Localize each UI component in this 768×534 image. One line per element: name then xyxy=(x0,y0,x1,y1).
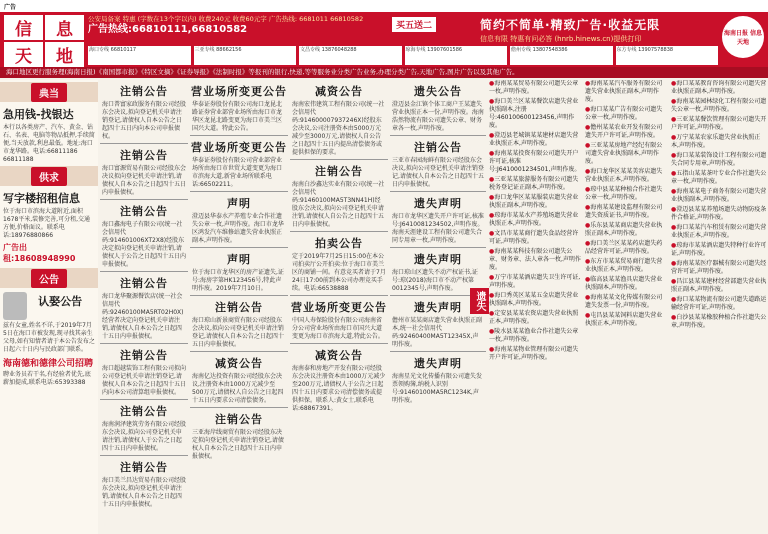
notice xyxy=(100,403,188,453)
notice-body: 海口琼山区遗失不动产权证书,证号:琼(2018)海口市不动产权第0012345号,声明作废。 xyxy=(392,269,478,292)
ad-text: 聘业务员若干名,有经验者优先,底薪加提成,联系电话:65393388 xyxy=(3,371,91,386)
lost-item-text: 海南某某投资有限公司遗失开户许可证,核准号:J6410001234501,声明作废。 xyxy=(489,150,581,173)
lost-item xyxy=(670,170,768,186)
bullet-icon: ● xyxy=(671,134,677,141)
lost-item xyxy=(488,310,582,326)
notice xyxy=(190,299,288,349)
lost-item-text: 澄迈县某某养殖场遗失动物防疫条件合格证,声明作废。 xyxy=(671,206,767,221)
section-head-notice xyxy=(0,268,98,288)
masthead-adline: 公安局备案 特惠 (字数在13个字以内) 收费240元 收费60元字 广告热线: 6681011 66810582 xyxy=(88,15,364,23)
divider xyxy=(390,351,486,352)
lost-item xyxy=(670,242,768,258)
notice xyxy=(390,195,486,245)
bullet-icon: ● xyxy=(585,168,591,175)
lost-item-text: 琼海市某某水产养殖场遗失营业执照正本,声明作废。 xyxy=(489,212,579,227)
lost-item-text: 海南某某贸易有限公司遗失公章一枚,声明作废。 xyxy=(489,80,579,95)
phone-entry: 海口专线 66810117 xyxy=(88,46,191,65)
ad-text: 兹有女童,姓名不详,于2019年7月5日在海口市被发现,现寻找其亲生父母,如有知情者请于本公告发布之日起六十日内与民政部门联系。 xyxy=(3,322,95,353)
lost-item-text: 万宁某某农家乐遗失营业执照正本,声明作废。 xyxy=(671,134,761,149)
promo-badge: 买五送二 xyxy=(392,17,436,32)
notice-body: 澄迈县华泰水产养殖专业合作社遗失公章一枚,声明作废。海口市龙华区鸿发汽车维修站遗失营业执照正副本,声明作废。 xyxy=(192,213,284,244)
lost-item xyxy=(670,134,768,150)
logo-char: 信 xyxy=(4,15,43,40)
notice-title: 注销公告 xyxy=(120,349,168,362)
lost-item xyxy=(670,278,768,294)
notice-title: 遗失声明 xyxy=(414,301,462,314)
lost-item-text: 陵水县某某渔业合作社遗失公章一枚,声明作废。 xyxy=(489,328,579,343)
masthead-hotline: 广告热线:66810111,66810582 xyxy=(88,24,248,35)
lost-item xyxy=(488,80,582,96)
bullet-icon: ● xyxy=(489,328,495,335)
lost-item xyxy=(584,204,668,220)
notice-title: 注销公告 xyxy=(315,165,363,178)
bullet-icon: ● xyxy=(671,152,677,159)
phone-entry: 琼海专线 13907601586 xyxy=(405,46,508,65)
newspaper-logo xyxy=(4,15,84,65)
lost-item-text: 琼海市某某酒店遗失特种行业许可证,声明作废。 xyxy=(671,242,767,257)
notice xyxy=(390,251,486,293)
section-head-label: 典当 xyxy=(31,83,67,102)
bullet-icon: ● xyxy=(585,276,591,283)
notice-title: 声明 xyxy=(227,197,251,210)
notice-title: 声明 xyxy=(227,253,251,266)
lost-item-text: 三亚某某旅游服务有限公司遗失税务登记证正副本,声明作废。 xyxy=(489,176,579,191)
lost-item-text: 海口秀英区某某五金店遗失营业执照副本,声明作废。 xyxy=(489,292,579,307)
lost-item-text: 五指山某某茶叶专业合作社遗失公章一枚,声明作废。 xyxy=(671,170,767,185)
bullet-icon: ● xyxy=(671,260,677,267)
lost-item xyxy=(584,142,668,166)
lost-item xyxy=(488,212,582,228)
divider xyxy=(290,295,388,296)
section-head-supply xyxy=(0,166,98,186)
lost-item xyxy=(670,296,768,312)
lost-item-text: 海口美兰区某某药店遗失药品经营许可证,声明作废。 xyxy=(585,240,663,255)
lost-item-text: 琼中县某某种植合作社遗失公章一枚,声明作废。 xyxy=(585,186,663,201)
divider xyxy=(190,295,288,296)
lost-item xyxy=(584,124,668,140)
bullet-icon: ● xyxy=(489,274,495,281)
lost-item xyxy=(584,258,668,274)
lost-item-text: 三亚某某餐饮管理有限公司遗失开户许可证,声明作废。 xyxy=(671,116,767,131)
bullet-icon: ● xyxy=(671,80,677,87)
notice-title: 注销公告 xyxy=(215,301,263,314)
service-strip: 海口地区更行服务理(海南日报)《南国都市报》《特区文摘》《证券导报》《法制时报》等报刊的银行,快递,等等服务业分类广告业务,办理分类广告,天地广告,图片广告以及其他广告。 xyxy=(0,67,768,78)
lost-item xyxy=(488,230,582,246)
lost-item xyxy=(488,328,582,344)
notice-body: 海南白沙鑫达实业有限公司(统一社会信用代码:91460100MA5T3NN41H)经股东会决议,拟向公司登记机关申请注销,请债权人自公告之日起四十五日内申报债权。 xyxy=(292,181,385,228)
lost-item-text: 昌江县某某建材经营部遗失营业执照正副本,声明作废。 xyxy=(671,278,767,293)
bullet-icon: ● xyxy=(489,212,495,219)
lost-item xyxy=(488,346,582,362)
notice xyxy=(100,203,188,269)
notice-body: 华泰证券股份有限公司营业部营业场所由海口市世贸大道变更为海口市滨海大道,新营业场所联系电话:66502211。 xyxy=(192,157,283,188)
notice-body: 定于2019年7月25日15:00在本公司拍卖厅公开拍卖:位于海口市美兰区的商铺一间。有意竞买者请于7月24日17:00前到本公司办理竞买手续。电话:66538888 xyxy=(292,253,386,292)
lost-item-text: 海南某某电子商务有限公司遗失营业执照副本,声明作废。 xyxy=(671,188,767,203)
bullet-icon: ● xyxy=(489,292,495,299)
ad-title: 写字楼招租信息 xyxy=(3,192,80,205)
divider xyxy=(390,135,486,136)
page-top-bar xyxy=(0,0,768,12)
notice-title: 注销公告 xyxy=(120,85,168,98)
logo-char: 天 xyxy=(4,42,43,67)
bullet-icon: ● xyxy=(489,346,495,353)
notice-title: 注销公告 xyxy=(414,141,462,154)
notice-title: 营业场所变更公告 xyxy=(291,301,387,314)
lost-item-text: 海南某某医疗器械有限公司遗失经营许可证,声明作废。 xyxy=(671,260,767,275)
notice-title: 注销公告 xyxy=(120,277,168,290)
bullet-icon: ● xyxy=(489,132,495,139)
notice-body: 位于海口市龙华区的房产证遗失,证号:海房字第HK123456号,特此声明作废。2019年7月10日。 xyxy=(192,269,284,292)
slogan: 简约不简单·精致广告·收益无限 xyxy=(480,18,661,32)
notice-title: 注销公告 xyxy=(120,405,168,418)
divider xyxy=(100,455,188,456)
divider xyxy=(190,247,288,248)
lost-item-text: 文昌市某某商行遗失食品经营许可证,声明作废。 xyxy=(489,230,579,245)
logo-char: 地 xyxy=(45,42,84,67)
ad-title: 认娶公告 xyxy=(38,295,83,308)
lost-item xyxy=(584,222,668,238)
divider xyxy=(100,143,188,144)
notice-title: 减资公告 xyxy=(315,85,363,98)
notice-body: 海南宏伟建筑工程有限公司(统一社会信用代码:914600007937246X)经股东会决议,公司注册资本由5000万元减少至3000万元,请债权人自公告之日起四十五日内提出清偿债务或提供担保的要求。 xyxy=(292,101,385,156)
section-head-label: 公告 xyxy=(31,269,67,288)
notice-body: 三亚市春园海鲜有限公司经股东会决议,拟向公司登记机关申请注销登记,请债权人自本公告之日起四十五日内申报债权。 xyxy=(392,157,484,188)
bullet-icon: ● xyxy=(489,248,495,255)
bullet-icon: ● xyxy=(489,176,495,183)
lost-item xyxy=(670,152,768,168)
notice-title: 遗失声明 xyxy=(414,357,462,370)
lost-item xyxy=(670,188,768,204)
lost-item-text: 海口某某物流有限公司遗失道路运输经营许可证,声明作废。 xyxy=(671,296,767,311)
lost-item-text: 白沙县某某橡胶种植合作社遗失公章,声明作废。 xyxy=(671,314,767,329)
lost-item xyxy=(670,80,768,96)
notice-title: 遗失公告 xyxy=(414,85,462,98)
bullet-icon: ● xyxy=(489,80,495,87)
lost-item xyxy=(488,194,582,210)
divider xyxy=(100,271,188,272)
lost-item-text: 海南某某文化传媒有限公司遗失发票一份,声明作废。 xyxy=(585,294,663,309)
divider xyxy=(290,343,388,344)
notice-body: 海口美兰昌达贸易有限公司经股东会决议,拟向登记机关申请注销,请债权人自本公告之日起四十五日内申报债权。 xyxy=(102,477,187,508)
divider xyxy=(100,199,188,200)
lost-item xyxy=(584,168,668,184)
bullet-icon: ● xyxy=(671,278,677,285)
bullet-icon: ● xyxy=(585,294,591,301)
notice xyxy=(190,195,288,245)
lost-item xyxy=(488,132,582,148)
phone-bar xyxy=(88,46,718,65)
notice xyxy=(390,83,486,133)
bullet-icon: ● xyxy=(585,258,591,265)
bullet-icon: ● xyxy=(585,106,591,113)
bullet-icon: ● xyxy=(585,142,591,149)
lost-column-8 xyxy=(670,80,768,534)
bullet-icon: ● xyxy=(671,188,677,195)
notice xyxy=(100,83,188,141)
lost-item-text: 海南某某园林绿化工程有限公司遗失公章一枚,声明作废。 xyxy=(671,98,767,113)
lost-item-text: 海南某某科技有限公司遗失公章、财务章、法人章各一枚,声明作废。 xyxy=(489,248,581,271)
lost-item xyxy=(670,206,768,222)
notice-body: 澄迈县金江镇个体工商户王某遗失营业执照正本一份,声明作废。海南浩然物流有限公司遗失公章、财务章各一枚,声明作废。 xyxy=(392,101,484,132)
lost-item xyxy=(584,276,668,292)
ad-hotline: 广告出租:18608948990 xyxy=(3,243,76,263)
phone-entry: 三亚专线 88662156 xyxy=(194,46,297,65)
notice xyxy=(190,411,288,461)
divider xyxy=(290,231,388,232)
notice-body: 华泰证券股份有限公司海口龙昆北路证券营业部营业场所由海口市龙华区龙昆北路变更为海口市美兰区国兴大道。特此公告。 xyxy=(192,101,283,132)
notice-body: 海南润泽建筑劳务有限公司经股东会决议,拟向公司登记机关申请注销,请债权人于公告之日起四十五日内申报债权。 xyxy=(102,421,187,452)
bullet-icon: ● xyxy=(489,150,495,157)
notice-body: 海南亿达投资有限公司经股东会决议,注册资本由1000万元减少至500万元,请债权人自公告之日起四十五日内要求公司清偿债务。 xyxy=(192,373,284,404)
ad-text: 本行以各类房产、汽车、黄金、钻石、名表、电脑等物品抵押,手续简便,当天放款,利息最低。地址:海口市龙华路。电话:66811186 66811188 xyxy=(3,124,95,163)
notice xyxy=(190,355,288,405)
notice-body: 海口超越装饰工程有限公司拟向公司登记机关申请注销登记,请债权人自本公告之日起四十五日内向本公司清算组申报债权。 xyxy=(102,365,187,396)
section-head-pawn xyxy=(0,82,98,102)
bullet-icon: ● xyxy=(671,242,677,249)
notice xyxy=(100,459,188,509)
notice xyxy=(290,235,388,293)
divider xyxy=(100,343,188,344)
notice-title: 注销公告 xyxy=(120,149,168,162)
lost-item xyxy=(670,224,768,240)
lost-item xyxy=(670,116,768,132)
lost-item xyxy=(488,292,582,308)
lost-item xyxy=(488,274,582,290)
notice-column-3 xyxy=(190,80,288,534)
notice xyxy=(290,347,388,413)
divider xyxy=(290,159,388,160)
bullet-icon: ● xyxy=(585,186,591,193)
lost-item xyxy=(670,314,768,330)
bullet-icon: ● xyxy=(671,224,677,231)
divider xyxy=(190,407,288,408)
lost-item xyxy=(488,150,582,174)
lost-item-text: 海口某某汽车租赁有限公司遗失营业执照正本,声明作废。 xyxy=(671,224,767,239)
brand-badge: 海南日报 信息天地 xyxy=(722,16,764,58)
notice-body: 海口市龙华区遗失开户许可证,核准号:J6410081234502,声明作废。海南天涯建设工程有限公司遗失合同专用章一枚,声明作废。 xyxy=(392,213,484,244)
notice-body: 海口龙华聚源餐饮店(统一社会信用代码:92460100MA5RT02H0X)经营者决定向登记机关申请注销,请债权人自本公告之日起四十五日内申报债权。 xyxy=(102,293,184,340)
notice-body: 海口琼山新景商贸有限公司经股东会决议,拟向公司登记机关申请注销登记,请债权人自本公告之日起四十五日内申报债权。 xyxy=(192,317,284,348)
notice-body: 中国人寿保险股份有限公司海南省分公司营业场所由海口市国兴大道变更为海口市滨海大道,特此公告。 xyxy=(292,317,384,340)
notice-body: 海南泰和房地产开发有限公司经股东会决议注册资本由1000万元减少至200万元,请债权人于公告之日起四十五日内要求公司清偿债务或提供担保。联系人:黄女士,联系电话:68867391。 xyxy=(292,365,386,412)
notice-body: 海口富源贸易有限公司经股东会决议拟向登记机关申请注销,请债权人自本公告之日起四十五日内申报债权。 xyxy=(102,165,187,196)
divider xyxy=(390,191,486,192)
notice-body: 儋州市某某商店遗失营业执照正副本,统一社会信用代码:92460400MA5T12345X,声明作废。 xyxy=(392,317,483,348)
lost-item-text: 海南某某物业管理有限公司遗失开户许可证,声明作废。 xyxy=(489,346,579,361)
lost-item xyxy=(488,98,582,130)
notice xyxy=(100,275,188,341)
bullet-icon: ● xyxy=(671,116,677,123)
notice-body: 三亚海岸线商贸有限公司经股东决定拟向登记机关申请注销登记,请债权人自本公告之日起四十五日内申报债权。 xyxy=(192,429,284,460)
notice-title: 注销公告 xyxy=(120,205,168,218)
bullet-icon: ● xyxy=(671,98,677,105)
notice xyxy=(190,251,288,293)
lost-item-text: 海口某某广告有限公司遗失公章一枚,声明作废。 xyxy=(585,106,663,121)
page-label: 广告 xyxy=(4,4,17,11)
phone-entry: 东方专线 13907578838 xyxy=(616,46,719,65)
bullet-icon: ● xyxy=(585,240,591,247)
bullet-icon: ● xyxy=(489,230,495,237)
lost-item xyxy=(488,248,582,272)
lost-item xyxy=(670,98,768,114)
notice xyxy=(390,139,486,189)
masthead xyxy=(0,12,768,67)
notice-body: 海口普富家政服务有限公司经股东会决议,拟向登记机关申请注销登记,请债权人自本公告之日起四十五日内向本公司申报债权。 xyxy=(102,101,187,140)
lost-item xyxy=(670,260,768,276)
lost-item-text: 澄迈县老城镇某某建材店遗失营业执照正本,声明作废。 xyxy=(489,132,579,147)
notice-title: 遗失声明 xyxy=(414,253,462,266)
lost-item xyxy=(488,176,582,192)
divider xyxy=(190,351,288,352)
lost-item-text: 海口龙华区某某美容店遗失营业执照正本,声明作废。 xyxy=(585,168,663,183)
bullet-icon: ● xyxy=(489,310,495,317)
divider xyxy=(190,191,288,192)
lost-item-text: 屯昌县某某饲料店遗失营业执照正本,声明作废。 xyxy=(585,312,663,327)
divider xyxy=(190,135,288,136)
notice-column-4 xyxy=(290,80,388,534)
logo-char: 息 xyxy=(45,15,84,40)
notice-body: 海南星光文化传播有限公司遗失发票领购簿,纳税人识别号:91460100MA5RC1234K,声明作废。 xyxy=(392,373,483,404)
bullet-icon: ● xyxy=(585,204,591,211)
lost-item-text: 海南某某汽车服务有限公司遗失营业执照正副本,声明作废。 xyxy=(585,80,663,103)
ad-title: 海南德和德律公司招聘 xyxy=(3,359,94,369)
lost-item xyxy=(584,106,668,122)
notice-title: 注销公告 xyxy=(120,461,168,474)
ad-title: 急用钱-找银达 xyxy=(3,108,74,121)
notice-title: 减资公告 xyxy=(215,357,263,370)
lost-item-text: 万宁市某某酒店遗失卫生许可证,声明作废。 xyxy=(489,274,581,289)
notice-title: 注销公告 xyxy=(215,413,263,426)
lost-item xyxy=(584,294,668,310)
section-head-label: 供求 xyxy=(31,167,67,186)
ad-text: 位于海口市滨海大道附近,面积1678平米,装修完善,可分租,交通方便,价格面议。联系电话:18976880866 xyxy=(3,208,90,239)
bullet-icon: ● xyxy=(585,312,591,319)
masthead-adtext xyxy=(88,15,388,36)
bullet-icon: ● xyxy=(585,124,591,131)
notice-column-2 xyxy=(100,80,188,534)
notice xyxy=(290,163,388,229)
phone-entry: 儋州专线 13807548386 xyxy=(510,46,613,65)
bullet-icon: ● xyxy=(489,194,495,201)
lost-column-6 xyxy=(488,80,582,534)
bullet-icon: ● xyxy=(585,222,591,229)
bullet-icon: ● xyxy=(671,296,677,303)
lost-item-text: 东方市某某贸易商行遗失营业执照正本,声明作废。 xyxy=(585,258,663,273)
notice xyxy=(190,83,288,133)
notice xyxy=(290,299,388,341)
bullet-icon: ● xyxy=(489,98,495,105)
phone-entry: 文昌专线 13876048288 xyxy=(299,46,402,65)
notice xyxy=(100,147,188,197)
lost-item-text: 临高县某某渔具店遗失营业执照副本,声明作废。 xyxy=(585,276,663,291)
lost-item-text: 儋州某某农业开发有限公司遗失开户许可证,声明作废。 xyxy=(585,124,663,139)
notice xyxy=(390,355,486,405)
notice-title: 拍卖公告 xyxy=(315,237,363,250)
divider xyxy=(390,247,486,248)
notice xyxy=(190,139,288,189)
bullet-icon: ● xyxy=(585,80,591,87)
notice-title: 营业场所变更公告 xyxy=(191,141,287,154)
notice xyxy=(290,83,388,157)
lost-item xyxy=(584,240,668,256)
lost-item-text: 海口某某教育咨询有限公司遗失营业执照正副本,声明作废。 xyxy=(671,80,767,95)
notice-title: 遗失声明 xyxy=(414,197,462,210)
category-label-lost: 遗失 xyxy=(470,288,489,314)
notice xyxy=(100,347,188,397)
sub-hotline: 信息有限 特惠有问必答 (hnrb.hinews.cn)提供打印 xyxy=(480,35,642,43)
lost-item xyxy=(584,186,668,202)
lost-item-text: 乐东县某某商店遗失营业执照正副本,声明作废。 xyxy=(585,222,663,237)
child-photo xyxy=(3,292,27,320)
bullet-icon: ● xyxy=(671,206,677,213)
lost-item-text: 三亚某某房地产经纪有限公司遗失营业执照副本,声明作废。 xyxy=(585,142,663,165)
bullet-icon: ● xyxy=(671,314,677,321)
lost-item-text: 海口某某装饰设计工程有限公司遗失合同专用章,声明作废。 xyxy=(671,152,767,167)
notice-title: 减资公告 xyxy=(315,349,363,362)
left-sidebar xyxy=(0,80,98,534)
lost-item-text: 海口龙华区某某服装店遗失营业执照正副本,声明作废。 xyxy=(489,194,579,209)
lost-item-text: 海南某某建设监理有限公司遗失资质证书,声明作废。 xyxy=(585,204,663,219)
lost-item xyxy=(584,80,668,104)
divider xyxy=(100,399,188,400)
lost-item-text: 定安县某某农资店遗失营业执照正本,声明作废。 xyxy=(489,310,579,325)
lost-column-7 xyxy=(584,80,668,534)
notice-title: 营业场所变更公告 xyxy=(191,85,287,98)
lost-item xyxy=(584,312,668,328)
bullet-icon: ● xyxy=(671,170,677,177)
lost-item-text: 海口美兰区某某餐饮店遗失营业执照副本,注册号:460100600123456,声明作废。 xyxy=(489,98,579,129)
notice-body: 海口鑫海电子有限公司(统一社会信用代码:914601006XT2X8)经股东决定拟向登记机关申请注销,请债权人于公告之日起四十五日内申报债权。 xyxy=(102,221,187,268)
